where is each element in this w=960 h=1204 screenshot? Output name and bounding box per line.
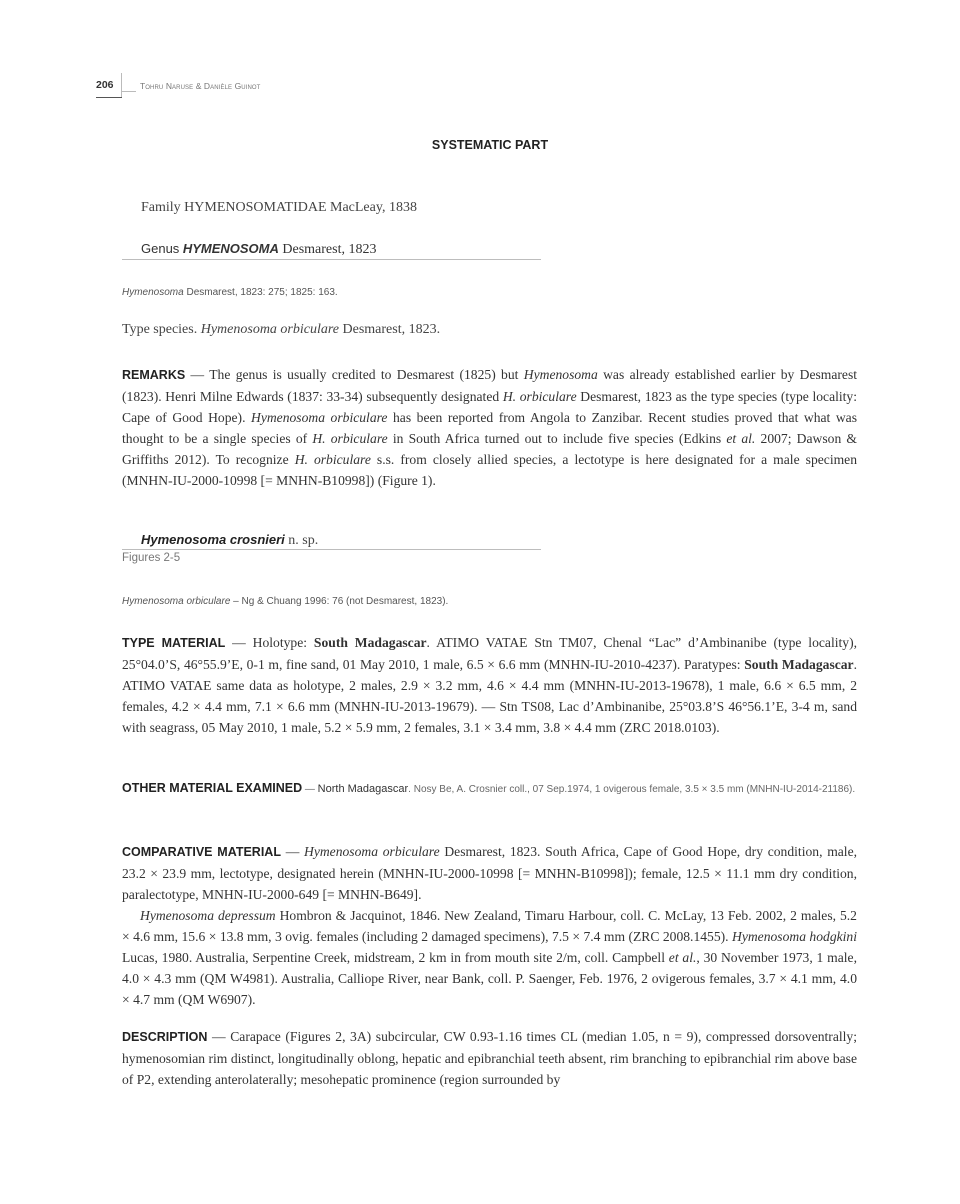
page-number-underline	[96, 97, 122, 98]
text: , 30 November 1973, 1 male, 4.0 × 4.3 mm (QM W4981). Australia, Calliope River, near Bank, coll. P. Saenger, Feb. 1976, 2 ovigerous females, 3.7 × 4.1 mm, 4.0 × 4.7 mm (QM W6907).	[122, 950, 857, 1007]
genus-name: HYMENOSOMA	[182, 241, 279, 256]
text: Lucas, 1980. Australia, Serpentine Creek, midstream, 2 km in from mouth site 2/m, coll. Campbell	[122, 950, 669, 965]
text: has been reported from Angola to Zanzibar. Recent studies proved that what was thought to be a single species of	[122, 410, 858, 446]
region-name: South Madagascar	[313, 635, 427, 650]
type-material-heading: TYPE MATERIAL	[122, 636, 226, 650]
dash: —	[185, 367, 210, 382]
taxon-name: H. orbiculare	[294, 452, 371, 467]
synonym-name: Hymenosoma orbiculare	[122, 596, 231, 607]
species-divider	[122, 549, 541, 550]
remarks-heading: REMARKS	[122, 368, 186, 382]
header-horizontal-rule	[122, 91, 136, 92]
remarks-paragraph	[122, 364, 857, 491]
comparative-material-heading: COMPARATIVE MATERIAL	[122, 845, 281, 859]
synonym-citation: Desmarest, 1823: 275; 1825: 163.	[183, 287, 338, 298]
genus-synonymy	[122, 287, 857, 298]
type-species-label: Type species.	[122, 322, 201, 337]
dash: —	[207, 1029, 231, 1044]
species-synonymy	[122, 596, 857, 607]
species-figures-ref: Figures 2-5	[122, 552, 181, 564]
genus-label: Genus	[141, 241, 180, 256]
text: in South Africa turned out to include five species (Edkins	[387, 431, 727, 446]
type-species	[122, 322, 857, 338]
taxon-name: Hymenosoma	[523, 367, 598, 382]
text: Hombron & Jacquinot, 1846. New Zealand, Timaru Harbour, coll. C. McLay, 13 Feb. 2002, 2 males, 5.2 × 4.6 mm, 15.6 × 13.8 mm, 3 ovig. females (including 2 damaged specimens), 7.5 × 7.4 mm (ZRC 2008.1455).	[122, 908, 857, 944]
species-heading	[141, 531, 876, 549]
text: 2007; Dawson & Griffiths 2012). To recognize	[122, 431, 857, 467]
page-number: 206	[96, 79, 114, 91]
text: . ATIMO VATAE same data as holotype, 2 males, 2.9 × 3.2 mm, 4.6 × 4.4 mm (MNHN-IU-2013-19678), 1 male, 6.6 × 6.5 mm, 2 females, 4.2 × 4.4 mm, 7.1 × 6.6 mm (MNHN-IU-2013-19679). — Stn TS08, Lac d’Ambinanibe, 25°03.8’S 46°56.1’E, 3-4 m, sand with seagrass, 05 May 2010, 1 male, 5.2 × 5.9 mm, 2 females, 3.1 × 3.4 mm, 3.8 × 4.4 mm (ZRC 2018.0103).	[122, 657, 858, 735]
type-material-paragraph	[122, 632, 857, 738]
taxon-name: Hymenosoma orbiculare	[304, 844, 440, 859]
region-name: South Madagascar	[744, 657, 854, 672]
type-species-name: Hymenosoma orbiculare	[200, 322, 340, 337]
dash: —	[280, 844, 305, 859]
taxon-name: Hymenosoma hodgkini	[732, 929, 857, 944]
other-material-heading: OTHER MATERIAL EXAMINED	[122, 781, 303, 795]
comparative-material-paragraph-1	[122, 841, 857, 905]
taxon-name: Hymenosoma orbiculare	[251, 410, 388, 425]
comparative-material-section	[122, 841, 857, 1010]
genus-heading	[141, 241, 876, 258]
synonym-name: Hymenosoma	[122, 287, 184, 298]
species-status: n. sp.	[284, 533, 319, 548]
family-heading: Family HYMENOSOMATIDAE MacLeay, 1838	[141, 200, 417, 215]
dash: —	[225, 635, 253, 650]
description-heading: DESCRIPTION	[122, 1030, 208, 1044]
taxon-name: Hymenosoma depressum	[140, 908, 276, 923]
synonym-citation: – Ng & Chuang 1996: 76 (not Desmarest, 1823).	[230, 596, 449, 607]
species-name: Hymenosoma crosnieri	[141, 532, 285, 547]
header-vertical-rule	[121, 73, 122, 97]
taxon-name: H. orbiculare	[502, 389, 577, 404]
et-al: et al.	[668, 950, 697, 965]
taxon-name: H. orbiculare	[312, 431, 388, 446]
et-al: et al.	[726, 431, 756, 446]
region-name: North Madagascar	[317, 783, 409, 795]
comparative-material-paragraph-2	[122, 905, 857, 1010]
running-head-authors: Tohru Naruse & Danièle Guinot	[140, 81, 261, 91]
text: The genus is usually credited to Desmarest (1825) but	[209, 367, 524, 382]
description-paragraph	[122, 1026, 857, 1090]
text: . Nosy Be, A. Crosnier coll., 07 Sep.1974, 1 ovigerous female, 3.5 × 3.5 mm (MNHN-IU-2014-21186).	[408, 784, 856, 795]
genus-divider	[122, 259, 541, 260]
type-species-authority: Desmarest, 1823.	[339, 322, 441, 337]
text: Holotype:	[252, 635, 314, 650]
text: Carapace (Figures 2, 3A) subcircular, CW 0.93-1.16 times CL (median 1.05, n = 9), compressed dorsoventrally; hymenosomian rim distinct, longitudinally oblong, hepatic and epibranchial teeth absent, rim branching to epibranchial rim above base of P2, extending anterolaterally; mesohepatic prominence (region surrounded by	[122, 1029, 857, 1087]
text: Desmarest, 1823. South Africa, Cape of Good Hope, dry condition, male, 23.2 × 23.9 mm, lectotype, designated herein (MNHN-IU-2000-10998 [= MNHN-B10998]); female, 12.5 × 11.1 mm dry condition, paralectotype, MNHN-IU-2000-649 [= MNHN-B649].	[122, 844, 858, 902]
section-title: SYSTEMATIC PART	[431, 138, 549, 152]
dash: —	[302, 784, 318, 795]
text: was already established earlier by Desmarest (1823). Henri Milne Edwards (1837: 33-34) subsequently designated	[122, 367, 858, 404]
genus-authority: Desmarest, 1823	[282, 242, 377, 257]
text: Desmarest, 1823 as the type species (type locality: Cape of Good Hope).	[122, 389, 858, 425]
text: s.s. from closely allied species, a lectotype is here designated for a male specimen (MNHN-IU-2000-10998 [= MNHN-B10998]) (Figure 1).	[122, 452, 857, 488]
other-material-paragraph	[122, 778, 857, 800]
text: . ATIMO VATAE Stn TM07, Chenal “Lac” d’Ambinanibe (type locality), 25°04.0’S, 46°55.9’E, 0-1 m, fine sand, 01 May 2010, 1 male, 6.5 × 6.6 mm (MNHN-IU-2010-4237). Paratypes:	[122, 635, 858, 672]
